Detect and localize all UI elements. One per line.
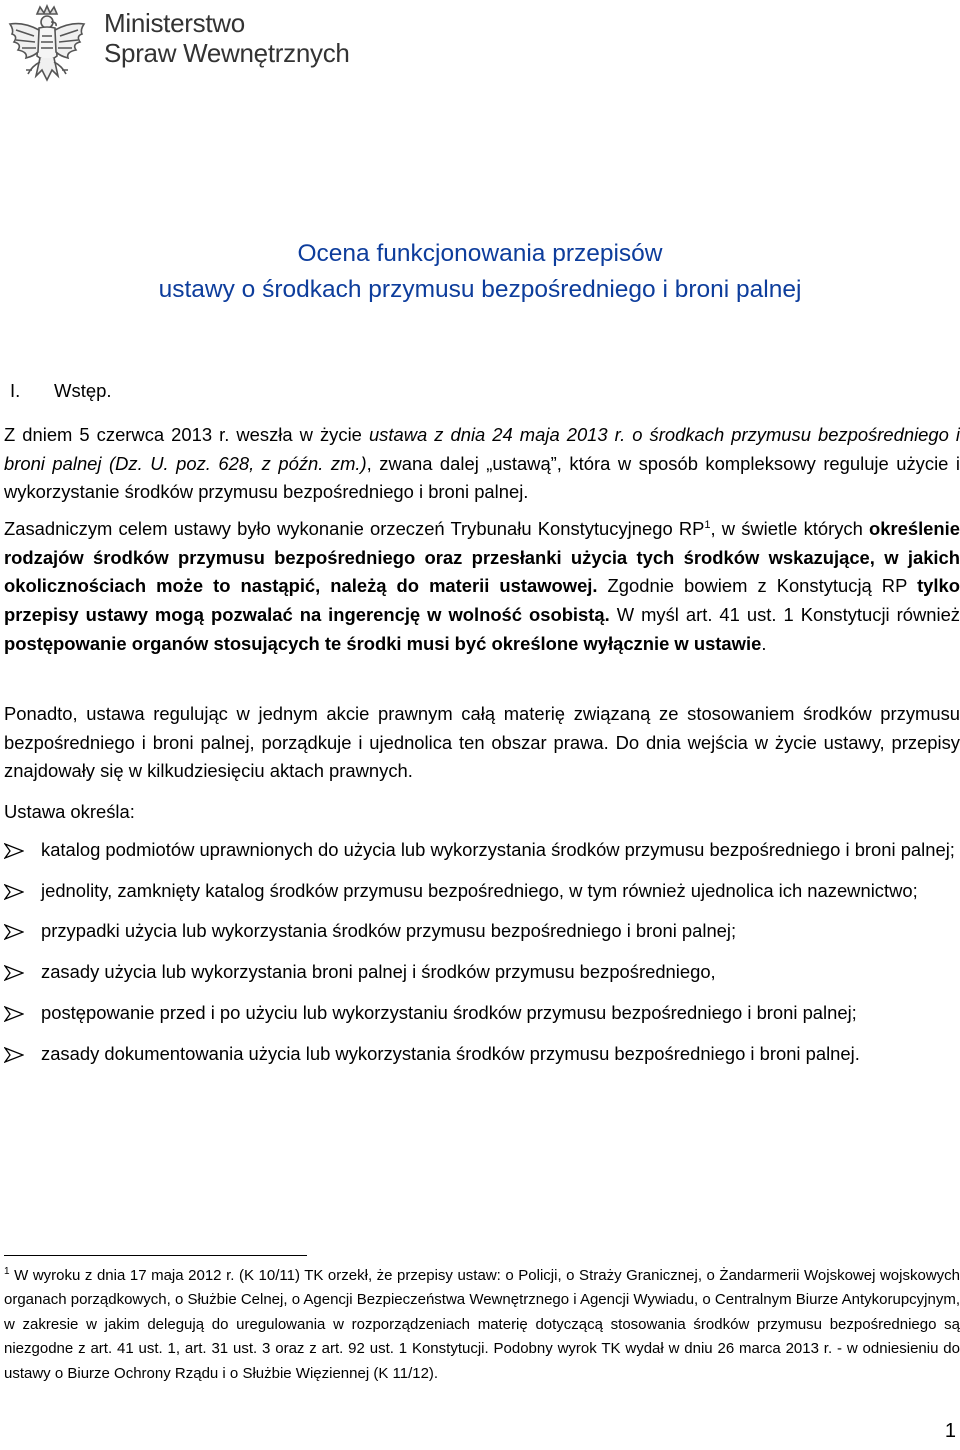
p1-act-citation: ustawa z dnia 24 maja 2013 r. o środkach przymusu bezpośredniego i broni palnej (Dz. U. poz. 628, z późn. zm.): [4, 424, 960, 474]
arrow-bullet-icon: [4, 1006, 24, 1022]
page-number: 1: [944, 1420, 956, 1442]
document-title: [0, 236, 960, 308]
section-heading: [4, 380, 112, 402]
section-number: I.: [10, 380, 21, 401]
paragraph-purpose: [4, 515, 960, 659]
p2-text-d: Zgodnie bowiem z Konstytucją RP: [597, 575, 918, 597]
list-item: [4, 836, 960, 865]
section-title: Wstęp.: [54, 380, 112, 401]
eagle-emblem-icon: [4, 4, 90, 96]
ministry-name: [104, 8, 350, 68]
list-item-text: zasady dokumentowania użycia lub wykorzystania środków przymusu bezpośredniego i broni palnej.: [41, 1042, 860, 1064]
p2-text-b: , w świetle których: [710, 518, 869, 539]
p2-bold-e: tylko przepisy ustawy mogą pozwalać na ingerencję w wolność osobistą.: [4, 575, 960, 626]
list-item-text: postępowanie przed i po użyciu lub wykorzystaniu środków przymusu bezpośredniego i broni palnej;: [41, 1001, 857, 1023]
list-item-text: przypadki użycia lub wykorzystania środków przymusu bezpośredniego i broni palnej;: [41, 920, 737, 942]
p2-text-h: .: [761, 632, 767, 654]
paragraph-intro: [4, 421, 960, 507]
p2-text-f: W myśl art. 41 ust. 1 Konstytucji również: [609, 604, 960, 626]
list-item-text: jednolity, zamknięty katalog środków przymusu bezpośredniego, w tym również ujednolica ich nazewnictwo;: [41, 879, 918, 901]
arrow-bullet-icon: [4, 884, 24, 900]
p2-text-a: Zasadniczym celem ustawy było wykonanie orzeczeń Trybunału Konstytucyjnego RP: [4, 518, 705, 539]
list-item-text: zasady użycia lub wykorzystania broni palnej i środków przymusu bezpośredniego,: [41, 961, 716, 983]
list-item: [4, 877, 960, 906]
p1-text-a: Z dniem 5 czerwca 2013 r. weszła w życie: [4, 424, 369, 445]
footnote-reference[interactable]: 1: [704, 518, 711, 531]
paragraph-list-intro: Ustawa określa:: [4, 801, 135, 822]
arrow-bullet-icon: [4, 1047, 24, 1063]
list-item: [4, 958, 960, 987]
footnote: [4, 1264, 960, 1386]
ministry-line2: Spraw Wewnętrznych: [104, 38, 350, 68]
list-item-text: katalog podmiotów uprawnionych do użycia lub wykorzystania środków przymusu bezpośredniego i broni palnej;: [41, 839, 955, 860]
ministry-line1: Ministerstwo: [104, 8, 245, 38]
p1-text-c: , zwana dalej „ustawą”, która w sposób kompleksowy reguluje użycie i wykorzystanie środków przymusu bezpośredniego i broni palnej.: [4, 452, 960, 503]
list-item: [4, 917, 960, 946]
title-line2: ustawy o środkach przymusu bezpośredniego i broni palnej: [158, 276, 802, 303]
bullet-list: [4, 836, 960, 1080]
footnote-text: W wyroku z dnia 17 maja 2012 r. (K 10/11) TK orzekł, że przepisy ustaw: o Policji, o Straży Granicznej, o Żandarmerii Wojskowej wojskowych organach porządkowych, o Służbie Celnej, o Agencji Bezpieczeństwa Wewnętrznego i Agencji Wywiadu, o Centralnym Biurze Antykorupcyjnym, w zakresie w jakim delegują do uregulowania w rozporządzeniach materię dotyczącą stosowania środków przymusu bezpośredniego są niezgodne z art. 41 ust. 1, art. 31 ust. 3 oraz z art. 92 ust. 1 Konstytucji. Podobny wyrok TK wydał w dniu 26 marca 2013 r. - w odniesieniu do ustawy o Biurze Ochrony Rządu i o Służbie Więziennej (K 11/12).: [4, 1267, 960, 1382]
p2-bold-c: określenie rodzajów środków przymusu bezpośredniego oraz przesłanki użycia tych środków wskazujące, w jakich okolicznościach może to nastąpić, należą do materii ustawowej.: [4, 518, 960, 597]
arrow-bullet-icon: [4, 843, 24, 859]
list-item: [4, 999, 960, 1028]
footnote-separator: [4, 1255, 307, 1256]
arrow-bullet-icon: [4, 965, 24, 981]
arrow-bullet-icon: [4, 924, 24, 940]
title-line1: Ocena funkcjonowania przepisów: [297, 240, 663, 267]
footnote-marker: 1: [4, 1266, 10, 1277]
p2-bold-g: postępowanie organów stosujących te środki musi być określone wyłącznie w ustawie: [4, 632, 762, 654]
paragraph-consolidation: Ponadto, ustawa regulując w jednym akcie prawnym całą materię związaną ze stosowaniem środków przymusu bezpośredniego i broni palnej, porządkuje i ujednolica ten obszar prawa. Do dnia wejścia w życie ustawy, przepisy znajdowały się w kilkudziesięciu aktach prawnych.: [4, 703, 960, 782]
list-item: [4, 1040, 960, 1069]
